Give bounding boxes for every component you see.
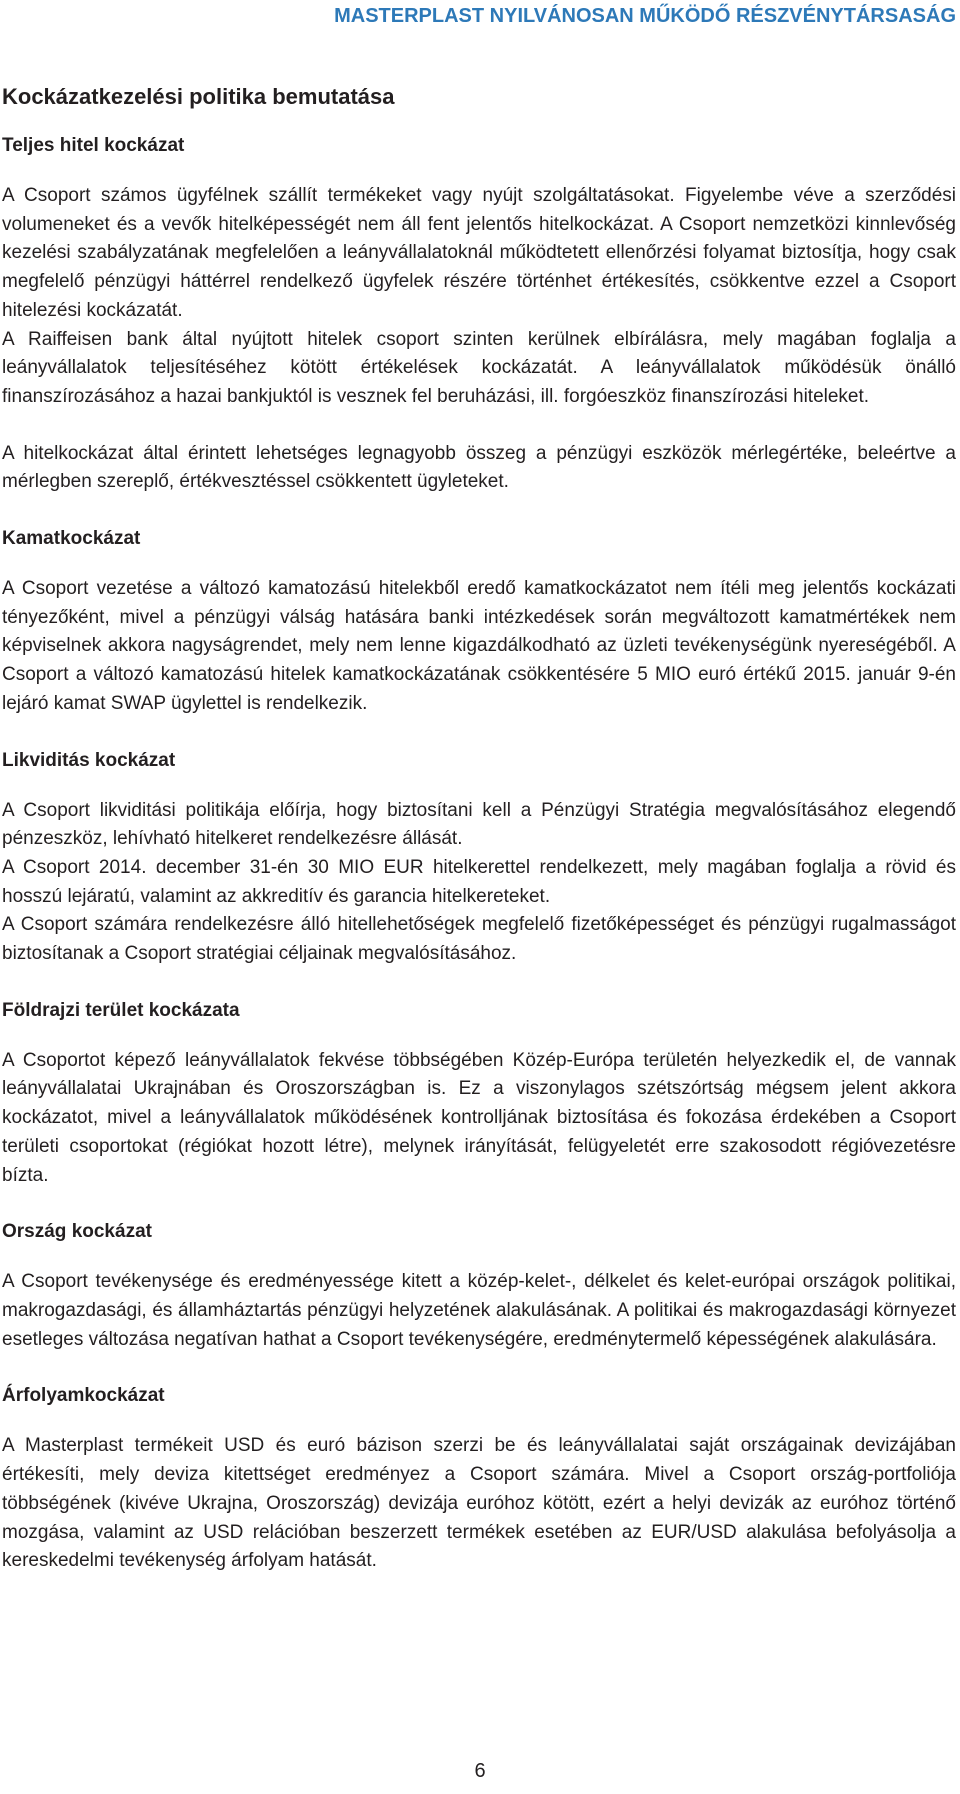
fx-paragraph-1: A Masterplast termékeit USD és euró bázison szerzi be és leányvállalatai saját országainak devizájában értékesíti, mely deviza kitettséget eredményez a Csoport számára. Mivel a Csoport ország-portfoliója többségének (kivéve Ukrajna, Oroszország) devizája euróhoz kötött, ezért a helyi devizák az euróhoz történő mozgása, valamint az USD relációban beszerzett termékek esetében az EUR/USD alakulása befolyásolja a kereskedelmi tevékenység árfolyam hatását. bbox=[2, 1435, 956, 1572]
section-heading-country: Ország kockázat bbox=[2, 1221, 152, 1243]
interest-paragraph-1: A Csoport vezetése a változó kamatozású hitelekből eredő kamatkockázatot nem ítéli meg jelentős kockázati tényezőként, mivel a pénzügyi válság hatására banki intézkedések során megváltozott kamatmértékek nem képviselnek akkora nagyságrendet, mely nem lenne kigazdálkodható az üzleti tevékenységünk nyereségéből. A Csoport a változó kamatozású hitelek kamatkockázatának csökkentésére 5 MIO euró értékű 2015. január 9-én lejáró kamat SWAP ügylettel is rendelkezik. bbox=[2, 578, 956, 714]
liquidity-paragraph-1: A Csoport likviditási politikája előírja, hogy biztosítani kell a Pénzügyi Stratégia megvalósításához elegendő pénzeszköz, lehívható hitelkeret rendelkezésre állását. bbox=[2, 799, 956, 850]
document-body bbox=[2, 84, 956, 1576]
company-header: MASTERPLAST NYILVÁNOSAN MŰKÖDŐ RÉSZVÉNYTÁRSASÁG bbox=[334, 5, 956, 27]
credit-paragraph-3: A hitelkockázat által érintett lehetséges legnagyobb összeg a pénzügyi eszközök mérlegértéke, beleértve a mérlegben szereplő, értékvesztéssel csökkentett ügyleteket. bbox=[2, 442, 956, 493]
section-heading-geo: Földrajzi terület kockázata bbox=[2, 999, 240, 1021]
section-heading-credit: Teljes hitel kockázat bbox=[2, 135, 185, 156]
section-heading-interest: Kamatkockázat bbox=[2, 528, 141, 550]
geo-paragraph-1: A Csoportot képező leányvállalatok fekvése többségében Közép-Európa területén helyezkedik el, de vannak leányvállalatai Ukrajnában és Oroszországban is. Ez a viszonylagos szétszórtság mégsem jelent akkora kockázatot, mivel a leányvállalatok működésének kontrolljának biztosítása és fokozása érdekében a Csoport területi csoportokat (régiókat hozott létre), melynek irányítását, felügyeletét erre szakosodott régióvezetésre bízta. bbox=[2, 1049, 956, 1186]
credit-paragraph-1: A Csoport számos ügyfélnek szállít termékeket vagy nyújt szolgáltatásokat. Figyelembe véve a szerződési volumeneket és a vevők hitelképességét nem áll fent jelentős hitelkockázat. A Csoport nemzetközi kinnlevőség kezelési szabályzatának megfelelően a leányvállalatoknál működtetett ellenőrzési folyamat biztosítja, hogy csak megfelelő pénzügyi háttérrel rendelkező ügyfelek részére történhet értékesítés, csökkentve ezzel a Csoport hitelezési kockázatát. bbox=[2, 185, 956, 321]
page-title: Kockázatkezelési politika bemutatása bbox=[2, 84, 395, 109]
page-number: 6 bbox=[474, 1760, 486, 1782]
liquidity-paragraph-2: A Csoport 2014. december 31-én 30 MIO EUR hitelkerettel rendelkezett, mely magában foglalja a rövid és hosszú lejáratú, valamint az akkreditív és garancia hitelkereteket. bbox=[2, 856, 956, 907]
section-heading-fx: Árfolyamkockázat bbox=[2, 1385, 165, 1407]
credit-paragraph-2: A Raiffeisen bank által nyújtott hitelek csoport szinten kerülnek elbírálásra, mely magában foglalja a leányvállalatok teljesítéséhez kötött értékelések kockázatát. A leányvállalatok működésük önálló finanszírozásához a hazai bankjuktól is vesznek fel beruházási, ill. forgóeszköz finanszírozási hiteleket. bbox=[2, 328, 956, 407]
liquidity-paragraph-3: A Csoport számára rendelkezésre álló hitellehetőségek megfelelő fizetőképességet és pénzügyi rugalmasságot biztosítanak a Csoport stratégiai céljainak megvalósításához. bbox=[2, 914, 956, 965]
country-paragraph-1: A Csoport tevékenysége és eredményessége kitett a közép-kelet-, délkelet és kelet-európai országok politikai, makrogazdasági, és államháztartás pénzügyi helyzetének alakulásának. A politikai és makrogazdasági környezet esetleges változása negatívan hathat a Csoport tevékenységére, eredménytermelő képességének alakulására. bbox=[2, 1271, 956, 1350]
section-heading-liquidity: Likviditás kockázat bbox=[2, 749, 176, 771]
